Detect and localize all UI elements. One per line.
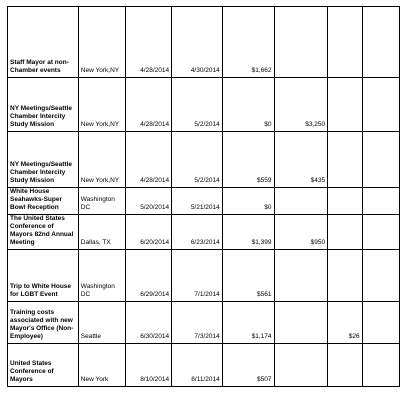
event-cell: Staff Mayor at non-Chamber events (8, 7, 79, 78)
event-cell: The United States Conference of Mayors 82nd Annual Meeting (8, 215, 79, 250)
amount-cell: $950 (274, 215, 328, 250)
location-cell: Dallas, TX (78, 215, 125, 250)
location-cell: Washington DC (78, 250, 125, 302)
amount-cell (328, 132, 362, 188)
amount-cell (328, 188, 362, 215)
table-row (8, 344, 400, 387)
amount-cell: $3,250 (274, 78, 328, 132)
empty-cell (362, 250, 399, 302)
amount-cell: $26 (328, 302, 362, 344)
location-cell: New York,NY (78, 78, 125, 132)
amount-cell: $1,399 (222, 215, 274, 250)
end-date-cell: 5/2/2014 (172, 132, 223, 188)
table-row (8, 132, 400, 188)
location-cell: Washington DC (78, 188, 125, 215)
event-cell: Training costs associated with new Mayor's Office (Non-Employee) (8, 302, 79, 344)
amount-cell (328, 7, 362, 78)
table-row (8, 215, 400, 250)
amount-cell: $0 (222, 78, 274, 132)
end-date-cell: 7/3/2014 (172, 302, 223, 344)
event-cell: NY Meetings/Seattle Chamber Intercity Study Mission (8, 132, 79, 188)
location-cell: New York (78, 344, 125, 387)
start-date-cell: 6/20/2014 (126, 215, 172, 250)
event-cell: NY Meetings/Seattle Chamber Intercity Study Mission (8, 78, 79, 132)
table-row (8, 78, 400, 132)
table-row (8, 188, 400, 215)
end-date-cell: 8/11/2014 (172, 344, 223, 387)
empty-cell (362, 188, 399, 215)
end-date-cell: 5/21/2014 (172, 188, 223, 215)
amount-cell (274, 344, 328, 387)
empty-cell (362, 344, 399, 387)
amount-cell: $507 (222, 344, 274, 387)
amount-cell (328, 344, 362, 387)
amount-cell (274, 302, 328, 344)
amount-cell (274, 250, 328, 302)
location-cell: New York,NY (78, 132, 125, 188)
end-date-cell: 7/1/2014 (172, 250, 223, 302)
end-date-cell: 4/30/2014 (172, 7, 223, 78)
start-date-cell: 8/10/2014 (126, 344, 172, 387)
end-date-cell: 6/23/2014 (172, 215, 223, 250)
amount-cell (328, 215, 362, 250)
event-cell: Trip to White House for LGBT Event (8, 250, 79, 302)
start-date-cell: 4/28/2014 (126, 78, 172, 132)
event-cell: United States Conference of Mayors (8, 344, 79, 387)
table-row (8, 250, 400, 302)
start-date-cell: 4/28/2014 (126, 7, 172, 78)
start-date-cell: 6/29/2014 (126, 250, 172, 302)
amount-cell: $435 (274, 132, 328, 188)
location-cell: Seattle (78, 302, 125, 344)
amount-cell (274, 7, 328, 78)
travel-expense-table (7, 6, 400, 387)
location-cell: New York,NY (78, 7, 125, 78)
amount-cell: $1,174 (222, 302, 274, 344)
start-date-cell: 5/20/2014 (126, 188, 172, 215)
end-date-cell: 5/2/2014 (172, 78, 223, 132)
empty-cell (362, 215, 399, 250)
amount-cell: $561 (222, 250, 274, 302)
amount-cell: $1,662 (222, 7, 274, 78)
table-row (8, 302, 400, 344)
start-date-cell: 6/30/2014 (126, 302, 172, 344)
amount-cell: $559 (222, 132, 274, 188)
empty-cell (362, 78, 399, 132)
empty-cell (362, 132, 399, 188)
amount-cell (274, 188, 328, 215)
empty-cell (362, 302, 399, 344)
start-date-cell: 4/28/2014 (126, 132, 172, 188)
table-row (8, 7, 400, 78)
empty-cell (362, 7, 399, 78)
amount-cell (328, 78, 362, 132)
event-cell: White House Seahawks-Super Bowl Reception (8, 188, 79, 215)
amount-cell: $0 (222, 188, 274, 215)
amount-cell (328, 250, 362, 302)
